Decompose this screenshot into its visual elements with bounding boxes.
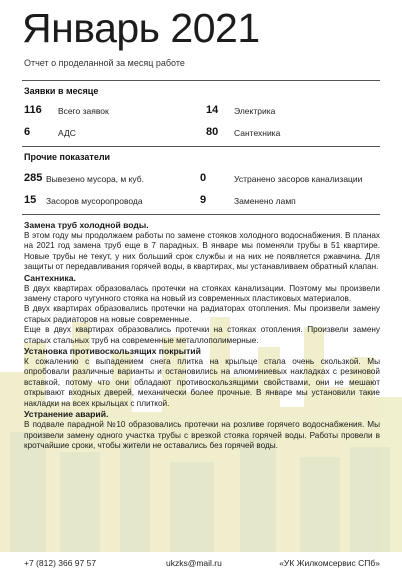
report-body bbox=[24, 220, 380, 451]
page-title: Январь 2021 bbox=[22, 5, 260, 51]
sewer-clogs-value: 0 bbox=[200, 172, 207, 184]
divider bbox=[22, 214, 380, 215]
lamps-label: Заменено ламп bbox=[234, 196, 296, 206]
plumbing-requests-value: 80 bbox=[206, 126, 219, 138]
report-paragraph: Еще в двух квартирах образовались протечки на стояках отопления. Произвели замену старых стальных труб на современные металлополимерные. bbox=[24, 325, 380, 345]
section-heading-water-pipes: Замена труб холодной воды. bbox=[24, 220, 149, 230]
requests-section-title: Заявки в месяце bbox=[24, 86, 99, 96]
ads-requests-label: АДС bbox=[58, 128, 76, 138]
footer-company: «УК Жилкомсервис СПб» bbox=[279, 558, 380, 568]
divider bbox=[22, 146, 380, 147]
chute-clogs-label: Засоров мусоропровода bbox=[46, 196, 143, 206]
garbage-label: Вывезено мусора, м куб. bbox=[46, 174, 144, 184]
section-heading-anti-slip: Установка противоскользящих покрытий bbox=[24, 346, 201, 357]
ads-requests-value: 6 bbox=[24, 126, 31, 138]
chute-clogs-value: 15 bbox=[24, 194, 37, 206]
footer-phone: +7 (812) 366 97 57 bbox=[24, 558, 97, 568]
total-requests-label: Всего заявок bbox=[58, 106, 109, 116]
report-paragraph: В двух квартирах образовались протечки на радиаторах отопления. Мы произвели замену старых радиаторов на новые современные. bbox=[24, 304, 380, 324]
sewer-clogs-label: Устранено засоров канализации bbox=[234, 174, 363, 184]
report-paragraph: В подвале парадной №10 образовались протечки на розливе горячего водоснабжения. Мы произвели замену одного участка трубы с врезкой стояка горячей воды. Работы провели в кротчайшие сроки, чтобы жители не оставались без горячей воды. bbox=[24, 420, 380, 450]
page-subtitle: Отчет о проделанной за месяц работе bbox=[24, 58, 185, 68]
lamps-value: 9 bbox=[200, 194, 207, 206]
garbage-value: 285 bbox=[24, 172, 43, 184]
plumbing-requests-label: Сантехника bbox=[234, 128, 281, 138]
other-section-title: Прочие показатели bbox=[24, 152, 111, 162]
report-paragraph: В двух квартирах образовалась протечки на стояках канализации. Поэтому мы произвели замену старого чугунного стояка на новый из современных пластиковых материалов. bbox=[24, 283, 380, 304]
section-heading-accidents: Устранение аварий. bbox=[24, 409, 109, 420]
footer-email: ukzks@mail.ru bbox=[166, 558, 222, 568]
report-paragraph: К сожалению с выпадением снега плитка на крыльце стала очень скользкой. Мы опробовали различные варианты и остановились на алюминиевых накладках с резиновой вставкой, потому что они обладают противоскользящими свойствами, они не мешают открывают входных дверей, механически более прочные. В январе мы установили такие накладки на всех крыльцах с плиткой. bbox=[24, 357, 380, 408]
electric-requests-value: 14 bbox=[206, 104, 219, 116]
divider bbox=[22, 80, 380, 81]
total-requests-value: 116 bbox=[24, 104, 42, 116]
electric-requests-label: Электрика bbox=[234, 106, 276, 116]
report-paragraph: В этом году мы продолжаем работы по замене стояков холодного водоснабжения. В планах на 2021 год замена труб еще в 7 парадных. В январе мы поменяли трубы в 51 квартире. Новые трубы не текут, у них больший срок службы и на них не появляется ржавчина. Для защиты от передавливания горячей воды, в квартирах, мы устанавливаем обратный клапан. bbox=[24, 231, 380, 272]
section-heading-plumbing: Сантехника. bbox=[24, 272, 76, 283]
